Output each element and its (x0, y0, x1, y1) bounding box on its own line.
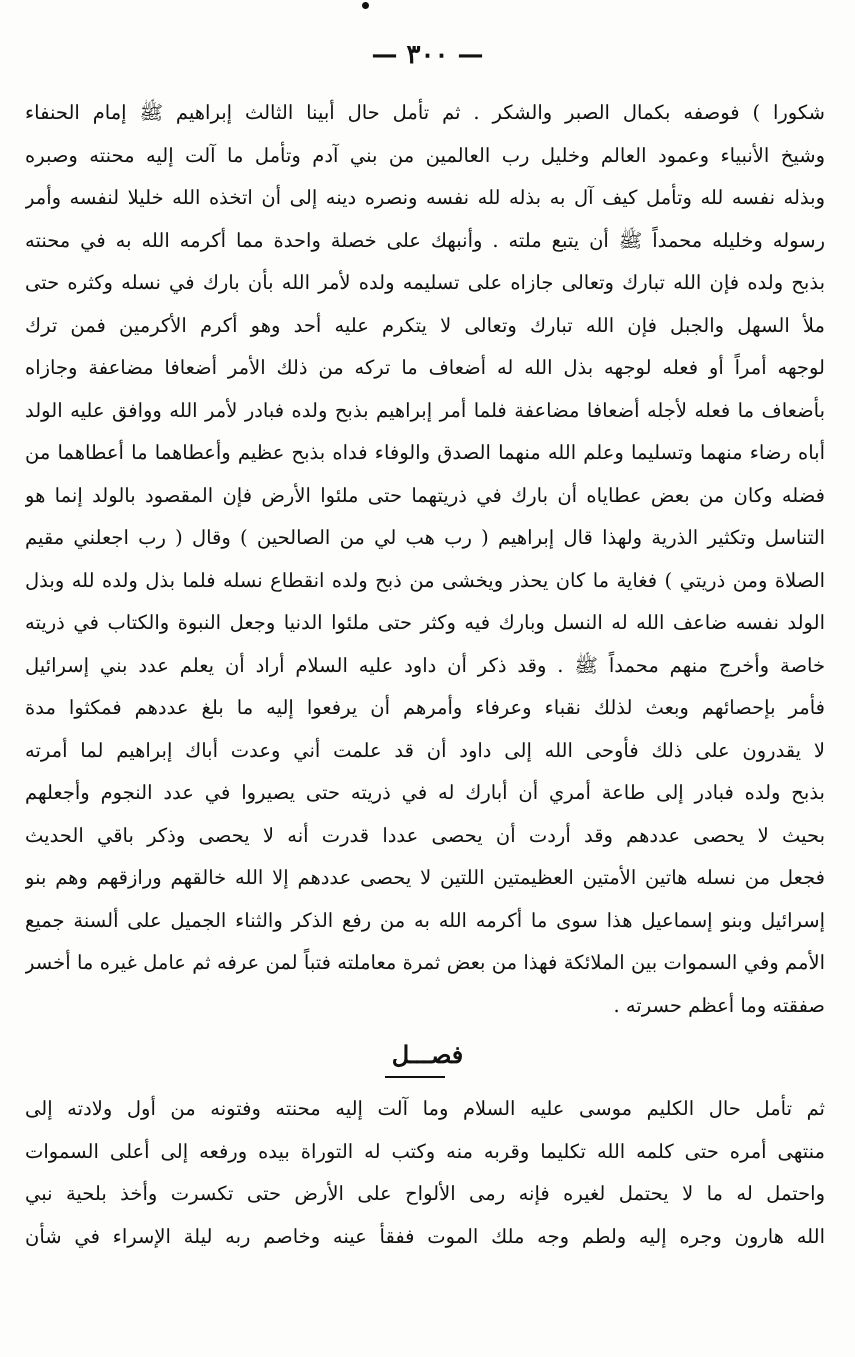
text-line: الله هارون وجره إليه ولطم وجه ملك الموت ففقأ عينه وخاصم ربه ليلة الإسراء في شأن (25, 1224, 825, 1248)
section-title-underline (385, 1076, 445, 1078)
text-line: ثم تأمل حال الكليم موسى عليه السلام وما آلت إليه محنته وفتونه من أول ولادته إلى (25, 1097, 825, 1120)
text-line: فأمر بإحصائهم وبعث لذلك نقباء وعرفاء وأمرهم أن يرفعوا إليه ما بلغ عددهم فمكثوا مدة (25, 696, 825, 719)
text-line: فضله وكان من بعض عطاياه أن بارك في ذريتهما حتى ملئوا الأرض فإن المقصود بالولد إنما هو (25, 483, 825, 507)
text-line: التناسل وتكثير الذرية ولهذا قال إبراهيم ( رب هب لي من الصالحين ) وقال ( رب اجعلني مقيم (25, 526, 825, 549)
page-top-dot (362, 2, 369, 9)
text-line: خاصة وأخرج منهم محمداً ﷺ . وقد ذكر أن داود عليه السلام أراد أن يعلم عدد بني إسرائيل (25, 653, 825, 677)
text-line: واحتمل له ما لا يحتمل لغيره فإنه رمى الألواح على الأرض حتى تكسرت وأخذ بلحية نبي (25, 1182, 825, 1205)
main-paragraph (25, 92, 825, 1027)
text-line: وبذله نفسه لله وتأمل كيف آل به بذله لله نفسه ونصره دينه إلى أن اتخذه الله خليلا لنفسه وأمر (25, 186, 825, 209)
text-line: بحيث لا يحصى عددهم وقد أردت أن يحصى عددا قدرت أنه لا يحصى وذكر باقي الحديث (25, 823, 825, 847)
text-line: أباه رضاء منهما وتسليما وعلم الله منهما الصدق والوفاء فداه بذبح عظيم وأعطاهما ما أعطاهما من (25, 441, 825, 464)
text-line: صفقته وما أعظم حسرته . (613, 993, 825, 1017)
text-line: بأضعاف ما فعله لأجله أضعافا مضاعفة فلما أمر إبراهيم بذبح ولده فبادر لأمر الله ووافق عليه الولد (25, 398, 825, 422)
text-line: الأمم وفي السموات بين الملائكة فهذا من بعض ثمرة معاملته فتباً لمن عرفه ثم عامل غيره ما أخسر (25, 951, 825, 974)
text-line: بذبح ولده فإن الله تبارك وتعالى جازاه على تسليمه ولده لأمر الله بأن بارك في نسله وكثره حتى (25, 271, 825, 294)
text-line: ملأ السهل والجبل فإن الله تبارك وتعالى لا يتكرم عليه أحد وهو أكرم الأكرمين فمن ترك (25, 313, 825, 337)
text-line: لوجهه أمراً أو فعله لوجهه بذل الله له أضعاف ما تركه من ذلك الأمر أضعافا مضاعفة وجازاه (25, 356, 825, 379)
text-line: شكورا ) فوصفه بكمال الصبر والشكر . ثم تأمل حال أبينا الثالث إبراهيم ﷺ إمام الحنفاء (25, 101, 825, 124)
text-line: وشيخ الأنبياء وعمود العالم وخليل رب العالمين من بني آدم وتأمل ما آلت إليه محنته وصبره (25, 143, 825, 167)
section-paragraph (25, 1088, 825, 1258)
text-line: رسوله وخليله محمداً ﷺ أن يتبع ملته . وأنبهك على خصلة واحدة مما أكرمه الله به في محنته (25, 228, 825, 252)
text-line: بذبح ولده فبادر إلى طاعة أمري أن أبارك له في ذريته حتى يصيروا في عدد النجوم وأجعلهم (25, 781, 825, 804)
text-line: الصلاة ومن ذريتي ) فغاية ما كان يحذر ويخشى من ذبح ولده انقطاع نسله فلما بذل ولده لله وبذل (25, 568, 825, 592)
text-line: فجعل من نسله هاتين الأمتين العظيمتين اللتين لا يحصى عددهم إلا الله خالقهم ورازقهم وهم بنو (25, 866, 825, 889)
text-line: منتهى أمره حتى كلمه الله تكليما وقربه منه وكتب له التوراة بيده ورفعه إلى أعلى السموات (25, 1139, 825, 1163)
text-line: إسرائيل وبنو إسماعيل هذا سوى ما أكرمه الله به من رفع الذكر والثناء الجميل على ألسنة جميع (25, 908, 825, 932)
section-title: فصـــل (391, 1040, 464, 1069)
text-line: لا يقدرون على ذلك فأوحى الله إلى داود أن قد علمت أني وعدت أباك إبراهيم لما أمرته (25, 738, 825, 762)
text-line: الولد نفسه ضاعف الله له النسل وبارك فيه وكثر حتى ملئوا الدنيا وجعل النبوة والكتاب في ذريته (25, 611, 825, 634)
page-number: — ٣٠٠ — (371, 40, 484, 70)
